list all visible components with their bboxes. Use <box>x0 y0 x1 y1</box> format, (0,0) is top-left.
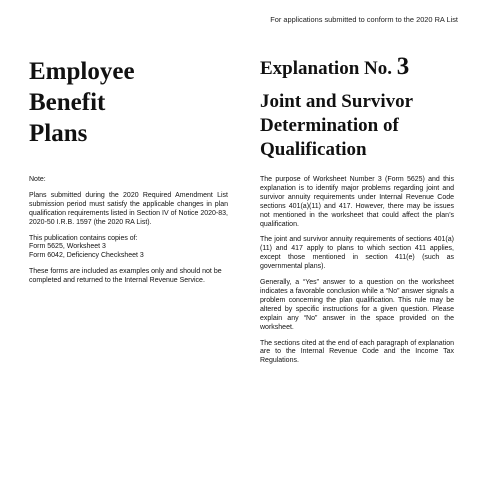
copies-block <box>29 235 228 262</box>
publication-title-line: Benefit <box>29 89 106 116</box>
copies-intro: This publication contains copies of: <box>29 234 138 242</box>
copies-item: Form 5625, Worksheet 3 <box>29 243 106 251</box>
explanation-paragraph: Generally, a “Yes” answer to a question on the worksheet indicates a favorable conclusion while a “No” answer signals a problem concerning the plan qualification. This rule may be altered by specific instructions for a given question. Please explain any “No” answer in the space provided on the worksheet. <box>260 279 454 331</box>
explanation-paragraph: The purpose of Worksheet Number 3 (Form 5625) and this explanation is to identify major problems regarding joint and survivor annuity requirements under Internal Revenue Code sections 401(a)(11) and 417. However, there may be issues not mentioned in the worksheet that could affect the plan’s qualification. <box>260 176 454 228</box>
explanation-subtitle-line: Qualification <box>260 139 367 160</box>
explanation-heading-prefix: Explanation No. <box>260 58 392 79</box>
explanation-title-block <box>260 53 454 162</box>
right-body-text <box>260 176 454 373</box>
explanation-subtitle <box>260 90 454 162</box>
explanation-number: 3 <box>396 53 410 80</box>
note-label: Note: <box>29 176 46 183</box>
explanation-paragraph: The sections cited at the end of each paragraph of explanation are to the Internal Revenue Code and the Income Tax Regulations. <box>260 339 454 365</box>
note-paragraph: Plans submitted during the 2020 Required Amendment List submission period must satisfy the applicable changes in plan qualification requirements listed in Section IV of Notice 2020-83, 2020-50 I.R.B. 1597 (the 2020 RA List). <box>29 191 228 226</box>
publication-title <box>29 56 229 149</box>
left-body-text <box>29 176 228 293</box>
publication-title-block <box>29 56 229 149</box>
copies-item: Form 6042, Deficiency Checksheet 3 <box>29 252 144 260</box>
explanation-heading <box>260 53 454 80</box>
header-note: For applications submitted to conform to the 2020 RA List <box>270 15 458 24</box>
examples-paragraph: These forms are included as examples only and should not be completed and returned to the Internal Revenue Service. <box>29 268 222 285</box>
explanation-subtitle-line: Joint and Survivor <box>260 91 414 112</box>
publication-title-line: Plans <box>29 120 88 147</box>
explanation-subtitle-line: Determination of <box>260 115 399 136</box>
publication-title-line: Employee <box>29 58 135 85</box>
explanation-paragraph: The joint and survivor annuity requirements of sections 401(a)(11) and 417 apply to plans to which section 411 applies, except those mentioned in section 411(e) (such as governmental plans). <box>260 236 454 271</box>
